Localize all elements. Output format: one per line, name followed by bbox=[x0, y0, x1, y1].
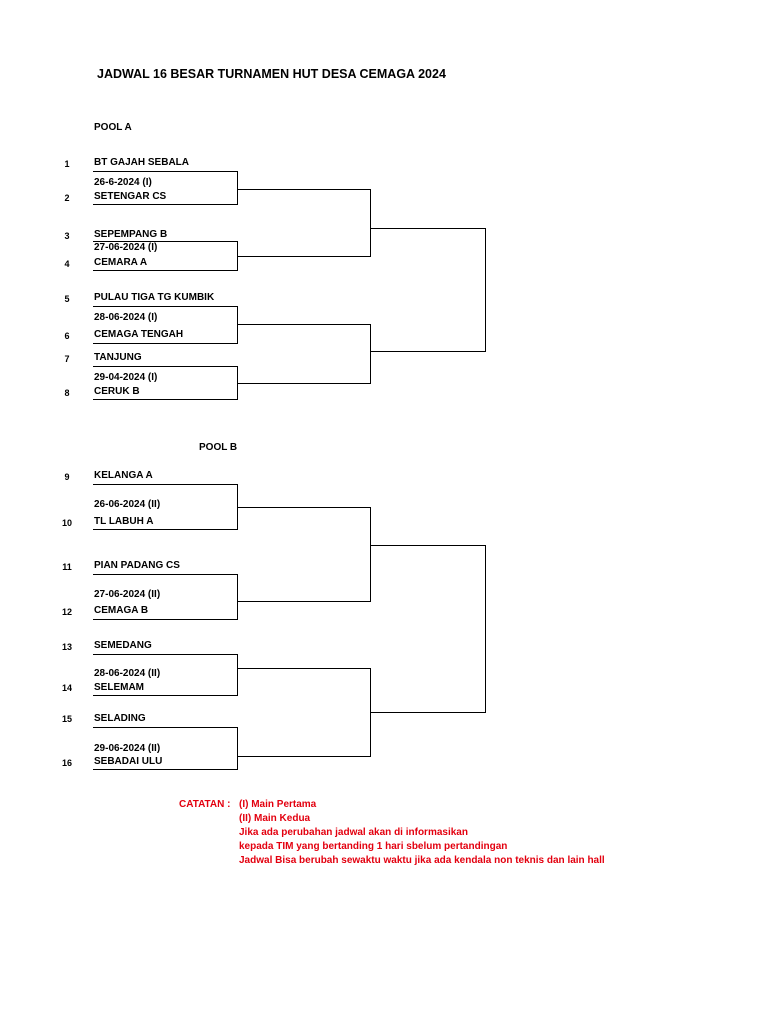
match-date: 28-06-2024 (II) bbox=[94, 668, 161, 679]
team-number: 8 bbox=[64, 388, 70, 398]
bracket-line bbox=[237, 654, 238, 696]
team-name: CERUK B bbox=[94, 386, 140, 397]
note-line: Jadwal Bisa berubah sewaktu waktu jika ada kendala non teknis dan lain hall bbox=[239, 855, 605, 866]
bracket-line bbox=[370, 545, 486, 546]
bracket-line bbox=[93, 574, 238, 575]
bracket-line bbox=[370, 228, 486, 229]
team-name: KELANGA A bbox=[94, 470, 153, 481]
team-number: 7 bbox=[64, 354, 70, 364]
bracket-line bbox=[93, 171, 238, 172]
bracket-line bbox=[237, 256, 371, 257]
team-number: 1 bbox=[64, 159, 70, 169]
bracket-line bbox=[93, 399, 238, 400]
team-name: SETENGAR CS bbox=[94, 191, 167, 202]
team-name: BT GAJAH SEBALA bbox=[94, 157, 190, 168]
bracket-line bbox=[237, 727, 238, 770]
note-line: Jika ada perubahan jadwal akan di informasikan bbox=[239, 827, 468, 838]
team-name: PIAN PADANG CS bbox=[94, 560, 180, 571]
team-number: 5 bbox=[64, 294, 70, 304]
bracket-line bbox=[93, 654, 238, 655]
match-date: 27-06-2024 (I) bbox=[94, 242, 158, 253]
team-name: CEMAGA TENGAH bbox=[94, 329, 184, 340]
team-number: 3 bbox=[64, 231, 70, 241]
bracket-line bbox=[93, 241, 238, 242]
team-name: PULAU TIGA TG KUMBIK bbox=[94, 292, 215, 303]
bracket-line bbox=[237, 756, 371, 757]
team-number: 13 bbox=[61, 642, 72, 652]
team-number: 11 bbox=[62, 562, 72, 572]
match-date: 26-6-2024 (I) bbox=[94, 177, 152, 188]
bracket-line bbox=[93, 727, 238, 728]
team-number: 15 bbox=[61, 714, 72, 724]
bracket-line bbox=[370, 351, 486, 352]
team-number: 6 bbox=[64, 331, 70, 341]
bracket-line bbox=[485, 228, 486, 352]
team-number: 14 bbox=[61, 683, 72, 693]
team-name: SELADING bbox=[94, 713, 146, 724]
team-number: 4 bbox=[64, 259, 70, 269]
match-date: 27-06-2024 (II) bbox=[94, 589, 161, 600]
bracket-line bbox=[237, 306, 238, 344]
team-name: SEMEDANG bbox=[94, 640, 152, 651]
notes-label: CATATAN : bbox=[179, 799, 231, 810]
team-number: 9 bbox=[64, 472, 70, 482]
team-name: SEBADAI ULU bbox=[94, 756, 163, 767]
bracket-line bbox=[237, 189, 371, 190]
team-name: CEMAGA B bbox=[94, 605, 149, 616]
pool-a-label: POOL A bbox=[94, 122, 132, 133]
team-name: TANJUNG bbox=[94, 352, 142, 363]
bracket-line bbox=[485, 545, 486, 713]
match-date: 28-06-2024 (I) bbox=[94, 312, 158, 323]
bracket-line bbox=[237, 574, 238, 620]
bracket-line bbox=[370, 507, 371, 602]
team-name: SELEMAM bbox=[94, 682, 144, 693]
bracket-line bbox=[237, 171, 238, 205]
team-name: CEMARA A bbox=[94, 257, 148, 268]
note-line: kepada TIM yang bertanding 1 hari sbelum pertandingan bbox=[239, 841, 508, 852]
pool-b-label: POOL B bbox=[199, 442, 238, 453]
bracket-line bbox=[93, 619, 238, 620]
bracket-line bbox=[93, 366, 238, 367]
team-number: 12 bbox=[61, 607, 72, 617]
bracket-line bbox=[370, 712, 486, 713]
bracket-line bbox=[370, 324, 371, 384]
bracket-line bbox=[370, 189, 371, 257]
page-title: JADWAL 16 BESAR TURNAMEN HUT DESA CEMAGA 2024 bbox=[97, 67, 446, 81]
bracket-line bbox=[237, 601, 371, 602]
bracket-line bbox=[93, 769, 238, 770]
bracket-line bbox=[93, 529, 238, 530]
match-date: 29-04-2024 (I) bbox=[94, 372, 158, 383]
bracket-line bbox=[237, 668, 371, 669]
note-line: (I) Main Pertama bbox=[239, 799, 317, 810]
team-number: 10 bbox=[61, 518, 72, 528]
team-name: SEPEMPANG B bbox=[94, 229, 168, 240]
bracket-line bbox=[93, 343, 238, 344]
team-name: TL LABUH A bbox=[94, 516, 154, 527]
bracket-line bbox=[237, 324, 371, 325]
team-number: 16 bbox=[61, 758, 72, 768]
team-number: 2 bbox=[64, 193, 70, 203]
bracket-line bbox=[93, 484, 238, 485]
bracket-line bbox=[237, 507, 371, 508]
bracket-line bbox=[93, 204, 238, 205]
bracket-line bbox=[93, 695, 238, 696]
match-date: 26-06-2024 (II) bbox=[94, 499, 161, 510]
bracket-line bbox=[93, 306, 238, 307]
bracket-line bbox=[93, 270, 238, 271]
bracket-line bbox=[237, 383, 371, 384]
match-date: 29-06-2024 (II) bbox=[94, 743, 161, 754]
note-line: (II) Main Kedua bbox=[239, 813, 311, 824]
